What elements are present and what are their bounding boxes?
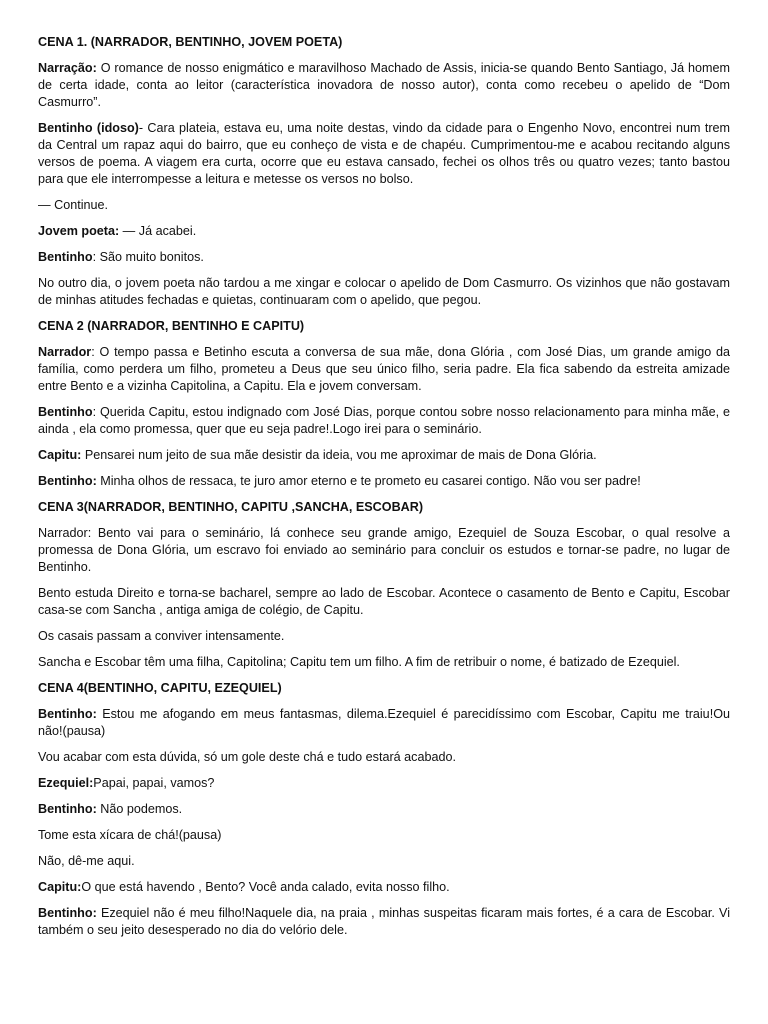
script-paragraph [38,749,730,766]
speaker-name: Bentinho: [38,707,97,721]
paragraph-text: Bento estuda Direito e torna-se bacharel, sempre ao lado de Escobar. Acontece o casamento de Bento e Capitu, Escobar casa-se com Sancha , antiga amiga de colégio, de Capitu. [38,586,730,617]
script-paragraph [38,853,730,870]
paragraph-text: Pensarei num jeito de sua mãe desistir da ideia, vou me aproximar de mais de Dona Glória. [81,448,597,462]
script-paragraph [38,905,730,939]
paragraph-text: Sancha e Escobar têm uma filha, Capitolina; Capitu tem um filho. A fim de retribuir o nome, é batizado de Ezequiel. [38,655,680,669]
script-paragraph [38,706,730,740]
script-paragraph [38,223,730,240]
speaker-name: Bentinho (idoso) [38,121,139,135]
paragraph-text: : São muito bonitos. [92,250,204,264]
paragraph-text: - Cara plateia, estava eu, uma noite destas, vindo da cidade para o Engenho Novo, encontrei num trem da Central um rapaz aqui do bairro, que eu conheço de vista e de chapéu. Cumprimentou-me e acabou recitando alguns versos de poema. A viagem era curta, ocorre que eu estava cansado, fechei os olhos três ou quatro vezes; tanto bastou para que ele interrompesse a leitura e metesse os versos no bolso. [38,121,731,186]
script-paragraph [38,473,730,490]
paragraph-text: Estou me afogando em meus fantasmas, dilema.Ezequiel é parecidíssimo com Escobar, Capitu me traiu!Ou não!(pausa) [38,707,730,738]
paragraph-text: : Querida Capitu, estou indignado com José Dias, porque contou sobre nosso relacionamento para minha mãe, e ainda , ela como promessa, quer que eu seja padre!.Logo irei para o seminário. [38,405,730,436]
paragraph-text: Os casais passam a conviver intensamente. [38,629,285,643]
paragraph-text: Não podemos. [96,802,183,816]
script-paragraph [38,879,730,896]
script-paragraph [38,827,730,844]
script-paragraph [38,801,730,818]
paragraph-text: Narrador: Bento vai para o seminário, lá conhece seu grande amigo, Ezequiel de Souza Escobar, o qual resolve a promessa de Dona Glória, um escravo foi enviado ao seminário para concluir os estudos e tornar-se padre, no lugar de Bentinho. [38,526,730,574]
script-paragraph [38,249,730,266]
paragraph-text: — Já acabei. [119,224,197,238]
scene-heading: CENA 4(BENTINHO, CAPITU, EZEQUIEL) [38,681,282,695]
script-paragraph [38,120,730,188]
speaker-name: Capitu: [38,448,82,462]
script-paragraph [38,654,730,671]
speaker-name: Narração: [38,61,97,75]
speaker-name: Ezequiel: [38,776,94,790]
paragraph-text: Ezequiel não é meu filho!Naquele dia, na praia , minhas suspeitas ficaram mais fortes, é a cara de Escobar. Vi também o seu jeito desesperado no dia do velório dele. [38,906,730,937]
paragraph-text: No outro dia, o jovem poeta não tardou a me xingar e colocar o apelido de Dom Casmurro. Os vizinhos que não gostavam de minhas atitudes fechadas e quietas, continuaram com o apelido, que pegou. [38,276,730,307]
script-paragraph [38,585,730,619]
speaker-name: Capitu: [38,880,82,894]
paragraph-text: : O tempo passa e Betinho escuta a conversa de sua mãe, dona Glória , com José Dias, um grande amigo da família, como perdera um filho, prometeu a Deus que seu único filho, seria padre. Ela fica sabendo da estreita amizade entre Bento e a vizinha Capitolina, a Capitu. Ela e jovem conversam. [38,345,730,393]
paragraph-text: Vou acabar com esta dúvida, só um gole deste chá e tudo estará acabado. [38,750,456,764]
speaker-name: Bentinho: [38,474,97,488]
paragraph-text: — Continue. [38,198,109,212]
speaker-name: Narrador [38,345,92,359]
speaker-name: Bentinho [38,405,93,419]
scene-heading: CENA 2 (NARRADOR, BENTINHO E CAPITU) [38,319,305,333]
script-paragraph [38,628,730,645]
speaker-name: Bentinho [38,250,93,264]
script-paragraph [38,447,730,464]
paragraph-text: Minha olhos de ressaca, te juro amor eterno e te prometo eu casarei contigo. Não vou ser padre! [96,474,641,488]
paragraph-text: O que está havendo , Bento? Você anda calado, evita nosso filho. [81,880,450,894]
script-paragraph [38,404,730,438]
speaker-name: Bentinho: [38,802,97,816]
paragraph-text: O romance de nosso enigmático e maravilhoso Machado de Assis, inicia-se quando Bento Santiago, Já homem de certa idade, conta ao leitor (característica inovadora de nosso autor), conta como recebeu o apelido de “Dom Casmurro”. [38,61,730,109]
script-paragraph [38,60,730,111]
scene-heading: CENA 1. (NARRADOR, BENTINHO, JOVEM POETA) [38,35,343,49]
script-paragraph [38,197,730,214]
script-paragraph [38,775,730,792]
script-paragraph [38,344,730,395]
script-paragraph [38,275,730,309]
paragraph-text: Papai, papai, vamos? [93,776,215,790]
speaker-name: Jovem poeta: [38,224,120,238]
paragraph-text: Tome esta xícara de chá!(pausa) [38,828,222,842]
scene-heading: CENA 3(NARRADOR, BENTINHO, CAPITU ,SANCHA, ESCOBAR) [38,500,424,514]
script-paragraph [38,525,730,576]
paragraph-text: Não, dê-me aqui. [38,854,135,868]
speaker-name: Bentinho: [38,906,97,920]
